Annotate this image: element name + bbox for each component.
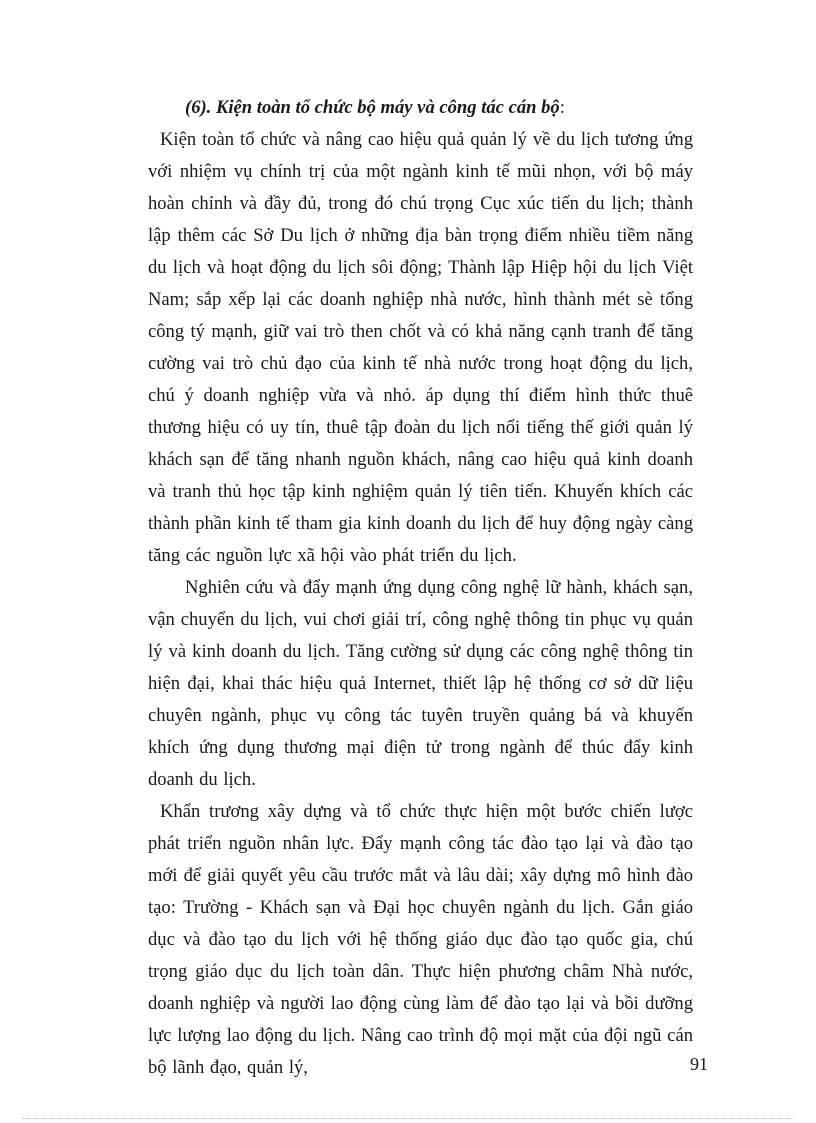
page-bottom-divider bbox=[22, 1118, 794, 1119]
section-heading-colon: : bbox=[559, 97, 565, 118]
section-heading-text: (6). Kiện toàn tổ chức bộ máy và công tác cán bộ bbox=[185, 97, 560, 118]
page-number: 91 bbox=[690, 1054, 708, 1074]
paragraph-2: Nghiên cứu và đẩy mạnh ứng dụng công nghệ lữ hành, khách sạn, vận chuyển du lịch, vui chơi giải trí, công nghệ thông tin phục vụ quản lý và kinh doanh du lịch. Tăng cường sử dụng các công nghệ thông tin hiện đại, khai thác hiệu quả Internet, thiết lập hệ thống cơ sở dữ liệu chuyên ngành, phục vụ công tác tuyên truyền quảng bá và khuyến khích ứng dụng thương mại điện tử trong ngành để thúc đẩy kinh doanh du lịch. bbox=[148, 577, 693, 790]
document-body bbox=[148, 92, 693, 1084]
paragraph-3: Khẩn trương xây dựng và tổ chức thực hiện một bước chiến lược phát triển nguồn nhân lực. Đẩy mạnh công tác đào tạo lại và đào tạo mới để giải quyết yêu cầu trước mắt và lâu dài; xây dựng mô hình đào tạo: Trường - Khách sạn và Đại học chuyên ngành du lịch. Gắn giáo dục và đào tạo du lịch với hệ thống giáo dục đào tạo quốc gia, chú trọng giáo dục du lịch toàn dân. Thực hiện phương châm Nhà nước, doanh nghiệp và người lao động cùng làm để đào tạo lại và bồi dưỡng lực lượng lao động du lịch. Nâng cao trình độ mọi mặt của đội ngũ cán bộ lãnh đạo, quản lý, bbox=[148, 801, 693, 1078]
section-heading bbox=[148, 92, 693, 124]
paragraph-1: Kiện toàn tổ chức và nâng cao hiệu quả quản lý về du lịch tương ứng với nhiệm vụ chính trị của một ngành kinh tế mũi nhọn, với bộ máy hoàn chỉnh và đầy đủ, trong đó chú trọng Cục xúc tiến du lịch; thành lập thêm các Sở Du lịch ở những địa bàn trọng điểm nhiều tiềm năng du lịch và hoạt động du lịch sôi động; Thành lập Hiệp hội du lịch Việt Nam; sắp xếp lại các doanh nghiệp nhà nước, hình thành mét sè tổng công tý mạnh, giữ vai trò then chốt và có khả năng cạnh tranh để tăng cường vai trò chủ đạo của kinh tế nhà nước trong hoạt động du lịch, chú ý doanh nghiệp vừa và nhỏ. áp dụng thí điểm hình thức thuê thương hiệu có uy tín, thuê tập đoàn du lịch nổi tiếng thế giới quản lý khách sạn để tăng nhanh nguồn khách, nâng cao hiệu quả kinh doanh và tranh thủ học tập kinh nghiệm quản lý tiên tiến. Khuyến khích các thành phần kinh tế tham gia kinh doanh du lịch để huy động ngày càng tăng các nguồn lực xã hội vào phát triển du lịch. bbox=[148, 129, 693, 566]
